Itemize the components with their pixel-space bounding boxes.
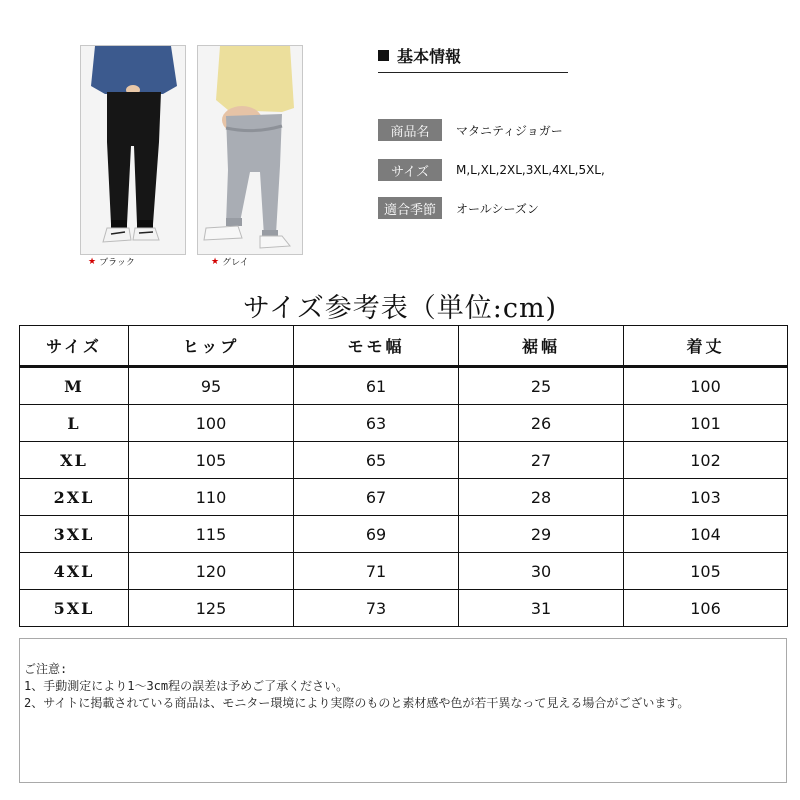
table-row [20, 553, 788, 590]
info-row-product-name [378, 119, 563, 141]
star-icon: ★ [88, 256, 97, 267]
size-cell: 2XL [20, 479, 129, 516]
table-header-row [20, 326, 788, 367]
table-cell: 63 [294, 405, 459, 442]
table-cell: 115 [129, 516, 294, 553]
table-cell: 125 [129, 590, 294, 627]
header-length: 着丈 [624, 326, 788, 367]
table-cell: 27 [459, 442, 624, 479]
table-cell: 61 [294, 367, 459, 405]
size-cell: L [20, 405, 129, 442]
product-color-label: グレイ [222, 258, 249, 268]
notice-line: 2、サイトに掲載されている商品は、モニター環境により実際のものと素材感や色が若干異なって見える場合がございます。 [24, 696, 690, 710]
table-cell: 31 [459, 590, 624, 627]
header-hem: 裾幅 [459, 326, 624, 367]
table-cell: 102 [624, 442, 788, 479]
size-table-title: サイズ参考表（単位:cm) [242, 293, 558, 324]
table-cell: 95 [129, 367, 294, 405]
table-cell: 26 [459, 405, 624, 442]
info-label: サイズ [378, 159, 442, 181]
size-cell: 3XL [20, 516, 129, 553]
product-caption-gray [211, 255, 249, 268]
table-row [20, 367, 788, 405]
product-color-label: ブラック [99, 258, 135, 268]
table-cell: 71 [294, 553, 459, 590]
square-bullet-icon [378, 50, 389, 61]
notice-line: 1、手動測定により1～3cm程の誤差は予めご了承ください。 [24, 679, 349, 693]
table-row [20, 405, 788, 442]
table-row [20, 442, 788, 479]
table-cell: 25 [459, 367, 624, 405]
product-photo-gray [197, 45, 303, 255]
table-row [20, 479, 788, 516]
table-cell: 73 [294, 590, 459, 627]
table-cell: 65 [294, 442, 459, 479]
table-cell: 103 [624, 479, 788, 516]
size-table [19, 325, 788, 627]
table-cell: 120 [129, 553, 294, 590]
product-photo-black [80, 45, 186, 255]
table-cell: 100 [129, 405, 294, 442]
header-thigh: モモ幅 [294, 326, 459, 367]
basic-info-title: 基本情報 [397, 47, 462, 66]
info-label: 適合季節 [378, 197, 442, 219]
info-row-season [378, 197, 539, 219]
info-value: オールシーズン [456, 201, 539, 216]
basic-info-heading [378, 44, 568, 73]
table-cell: 69 [294, 516, 459, 553]
header-hip: ヒップ [129, 326, 294, 367]
size-cell: M [20, 367, 129, 405]
info-value: マタニティジョガー [456, 123, 563, 138]
info-value: M,L,XL,2XL,3XL,4XL,5XL, [456, 163, 605, 177]
table-cell: 30 [459, 553, 624, 590]
info-label: 商品名 [378, 119, 442, 141]
table-row [20, 516, 788, 553]
table-cell: 28 [459, 479, 624, 516]
table-cell: 110 [129, 479, 294, 516]
size-cell: XL [20, 442, 129, 479]
table-cell: 105 [129, 442, 294, 479]
table-cell: 100 [624, 367, 788, 405]
header-size: サイズ [20, 326, 129, 367]
notice-title: ご注意: [24, 662, 68, 676]
product-caption-black [88, 255, 135, 268]
size-cell: 5XL [20, 590, 129, 627]
star-icon: ★ [211, 256, 220, 267]
table-cell: 29 [459, 516, 624, 553]
info-row-size [378, 159, 605, 181]
table-cell: 104 [624, 516, 788, 553]
size-cell: 4XL [20, 553, 129, 590]
table-cell: 101 [624, 405, 788, 442]
table-row [20, 590, 788, 627]
table-cell: 106 [624, 590, 788, 627]
table-cell: 105 [624, 553, 788, 590]
notice-box [19, 638, 787, 783]
table-cell: 67 [294, 479, 459, 516]
